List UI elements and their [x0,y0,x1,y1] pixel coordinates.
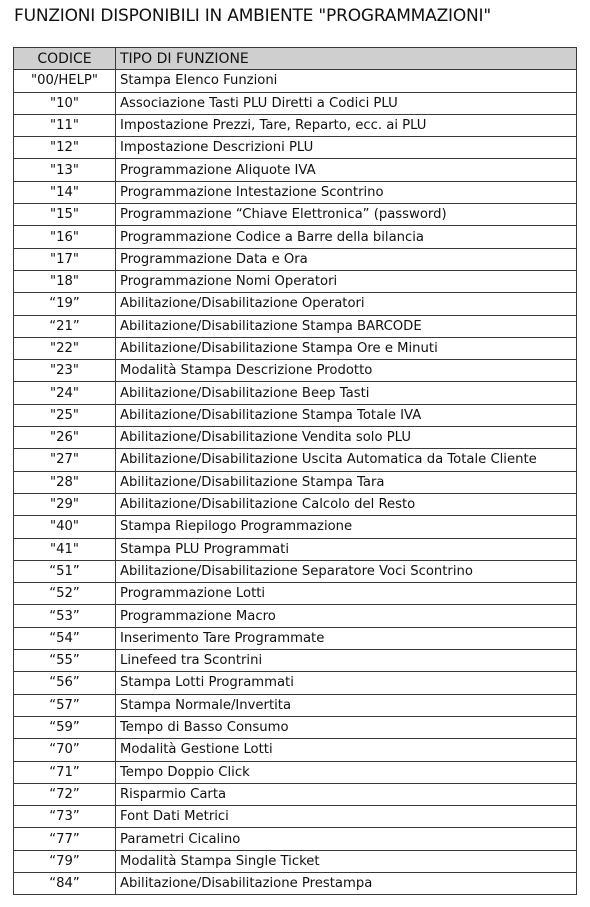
function-description: Risparmio Carta [116,783,577,805]
page-title: FUNZIONI DISPONIBILI IN AMBIENTE "PROGRAMMAZIONI" [14,6,491,26]
function-description: Programmazione Codice a Barre della bilancia [116,226,577,248]
function-code: “57” [14,694,116,716]
function-description: Abilitazione/Disabilitazione Operatori [116,293,577,315]
table-row [14,650,577,672]
table-row [14,427,577,449]
table-row [14,270,577,292]
function-code: “19” [14,293,116,315]
function-description: Programmazione Lotti [116,583,577,605]
table-row [14,360,577,382]
function-description: Modalità Gestione Lotti [116,739,577,761]
function-code: “56” [14,672,116,694]
function-code: "16" [14,226,116,248]
table-row [14,315,577,337]
function-code: "26" [14,427,116,449]
table-row [14,137,577,159]
table-row [14,605,577,627]
function-description: Abilitazione/Disabilitazione Prestampa [116,872,577,894]
function-description: Stampa PLU Programmati [116,538,577,560]
table-row [14,806,577,828]
function-code: "24" [14,382,116,404]
table-row [14,226,577,248]
function-code: "40" [14,516,116,538]
function-description: Modalità Stampa Single Ticket [116,850,577,872]
function-code: “77” [14,828,116,850]
header-code: CODICE [14,48,116,70]
function-description: Inserimento Tare Programmate [116,627,577,649]
function-description: Parametri Cicalino [116,828,577,850]
table-row [14,449,577,471]
function-code: “84” [14,872,116,894]
function-code: "27" [14,449,116,471]
table-row [14,92,577,114]
function-description: Tempo Doppio Click [116,761,577,783]
function-code: “72” [14,783,116,805]
table-row [14,560,577,582]
function-code: "12" [14,137,116,159]
function-code: "28" [14,471,116,493]
function-code: “70” [14,739,116,761]
table-row [14,783,577,805]
function-code: “51” [14,560,116,582]
function-code: "00/HELP" [14,70,116,92]
header-description: TIPO DI FUNZIONE [116,48,577,70]
table-row [14,739,577,761]
function-code: "41" [14,538,116,560]
function-description: Tempo di Basso Consumo [116,716,577,738]
function-code: "17" [14,248,116,270]
function-code: "25" [14,404,116,426]
function-description: Stampa Riepilogo Programmazione [116,516,577,538]
function-description: Programmazione Nomi Operatori [116,270,577,292]
function-code: "18" [14,270,116,292]
table-row [14,114,577,136]
function-code: "29" [14,493,116,515]
function-description: Abilitazione/Disabilitazione Uscita Automatica da Totale Cliente [116,449,577,471]
table-row [14,293,577,315]
table-row [14,382,577,404]
table-row [14,538,577,560]
table-row [14,70,577,92]
function-description: Abilitazione/Disabilitazione Vendita solo PLU [116,427,577,449]
table-body [14,70,577,895]
table-row [14,471,577,493]
function-code: “71” [14,761,116,783]
function-code: “54” [14,627,116,649]
function-description: Abilitazione/Disabilitazione Beep Tasti [116,382,577,404]
table-row [14,337,577,359]
table-row [14,672,577,694]
table-row [14,516,577,538]
function-description: Stampa Elenco Funzioni [116,70,577,92]
function-description: Programmazione Data e Ora [116,248,577,270]
function-code: "13" [14,159,116,181]
function-description: Abilitazione/Disabilitazione Stampa Totale IVA [116,404,577,426]
function-code: "22" [14,337,116,359]
function-description: Abilitazione/Disabilitazione Stampa BARCODE [116,315,577,337]
table-row [14,404,577,426]
functions-table [13,47,577,895]
function-description: Programmazione Aliquote IVA [116,159,577,181]
function-code: "14" [14,181,116,203]
function-code: “53” [14,605,116,627]
function-description: Linefeed tra Scontrini [116,650,577,672]
function-description: Stampa Normale/Invertita [116,694,577,716]
function-code: “52” [14,583,116,605]
function-description: Stampa Lotti Programmati [116,672,577,694]
function-code: “21” [14,315,116,337]
function-code: “73” [14,806,116,828]
function-code: “79” [14,850,116,872]
function-code: “59” [14,716,116,738]
function-description: Font Dati Metrici [116,806,577,828]
function-description: Abilitazione/Disabilitazione Stampa Tara [116,471,577,493]
table-row [14,204,577,226]
function-description: Modalità Stampa Descrizione Prodotto [116,360,577,382]
function-description: Abilitazione/Disabilitazione Separatore Voci Scontrino [116,560,577,582]
table-row [14,850,577,872]
table-row [14,627,577,649]
function-code: "15" [14,204,116,226]
function-description: Programmazione Intestazione Scontrino [116,181,577,203]
table-row [14,872,577,894]
function-code: "11" [14,114,116,136]
function-code: “55” [14,650,116,672]
table-row [14,493,577,515]
function-description: Impostazione Descrizioni PLU [116,137,577,159]
table-row [14,716,577,738]
function-code: "23" [14,360,116,382]
table-row [14,761,577,783]
table-header-row [14,48,577,70]
table-row [14,159,577,181]
function-description: Abilitazione/Disabilitazione Stampa Ore e Minuti [116,337,577,359]
function-description: Programmazione “Chiave Elettronica” (password) [116,204,577,226]
function-description: Impostazione Prezzi, Tare, Reparto, ecc. ai PLU [116,114,577,136]
function-description: Abilitazione/Disabilitazione Calcolo del Resto [116,493,577,515]
table-row [14,694,577,716]
table-row [14,583,577,605]
function-description: Associazione Tasti PLU Diretti a Codici PLU [116,92,577,114]
table-row [14,248,577,270]
table-row [14,181,577,203]
table-row [14,828,577,850]
function-description: Programmazione Macro [116,605,577,627]
function-code: "10" [14,92,116,114]
